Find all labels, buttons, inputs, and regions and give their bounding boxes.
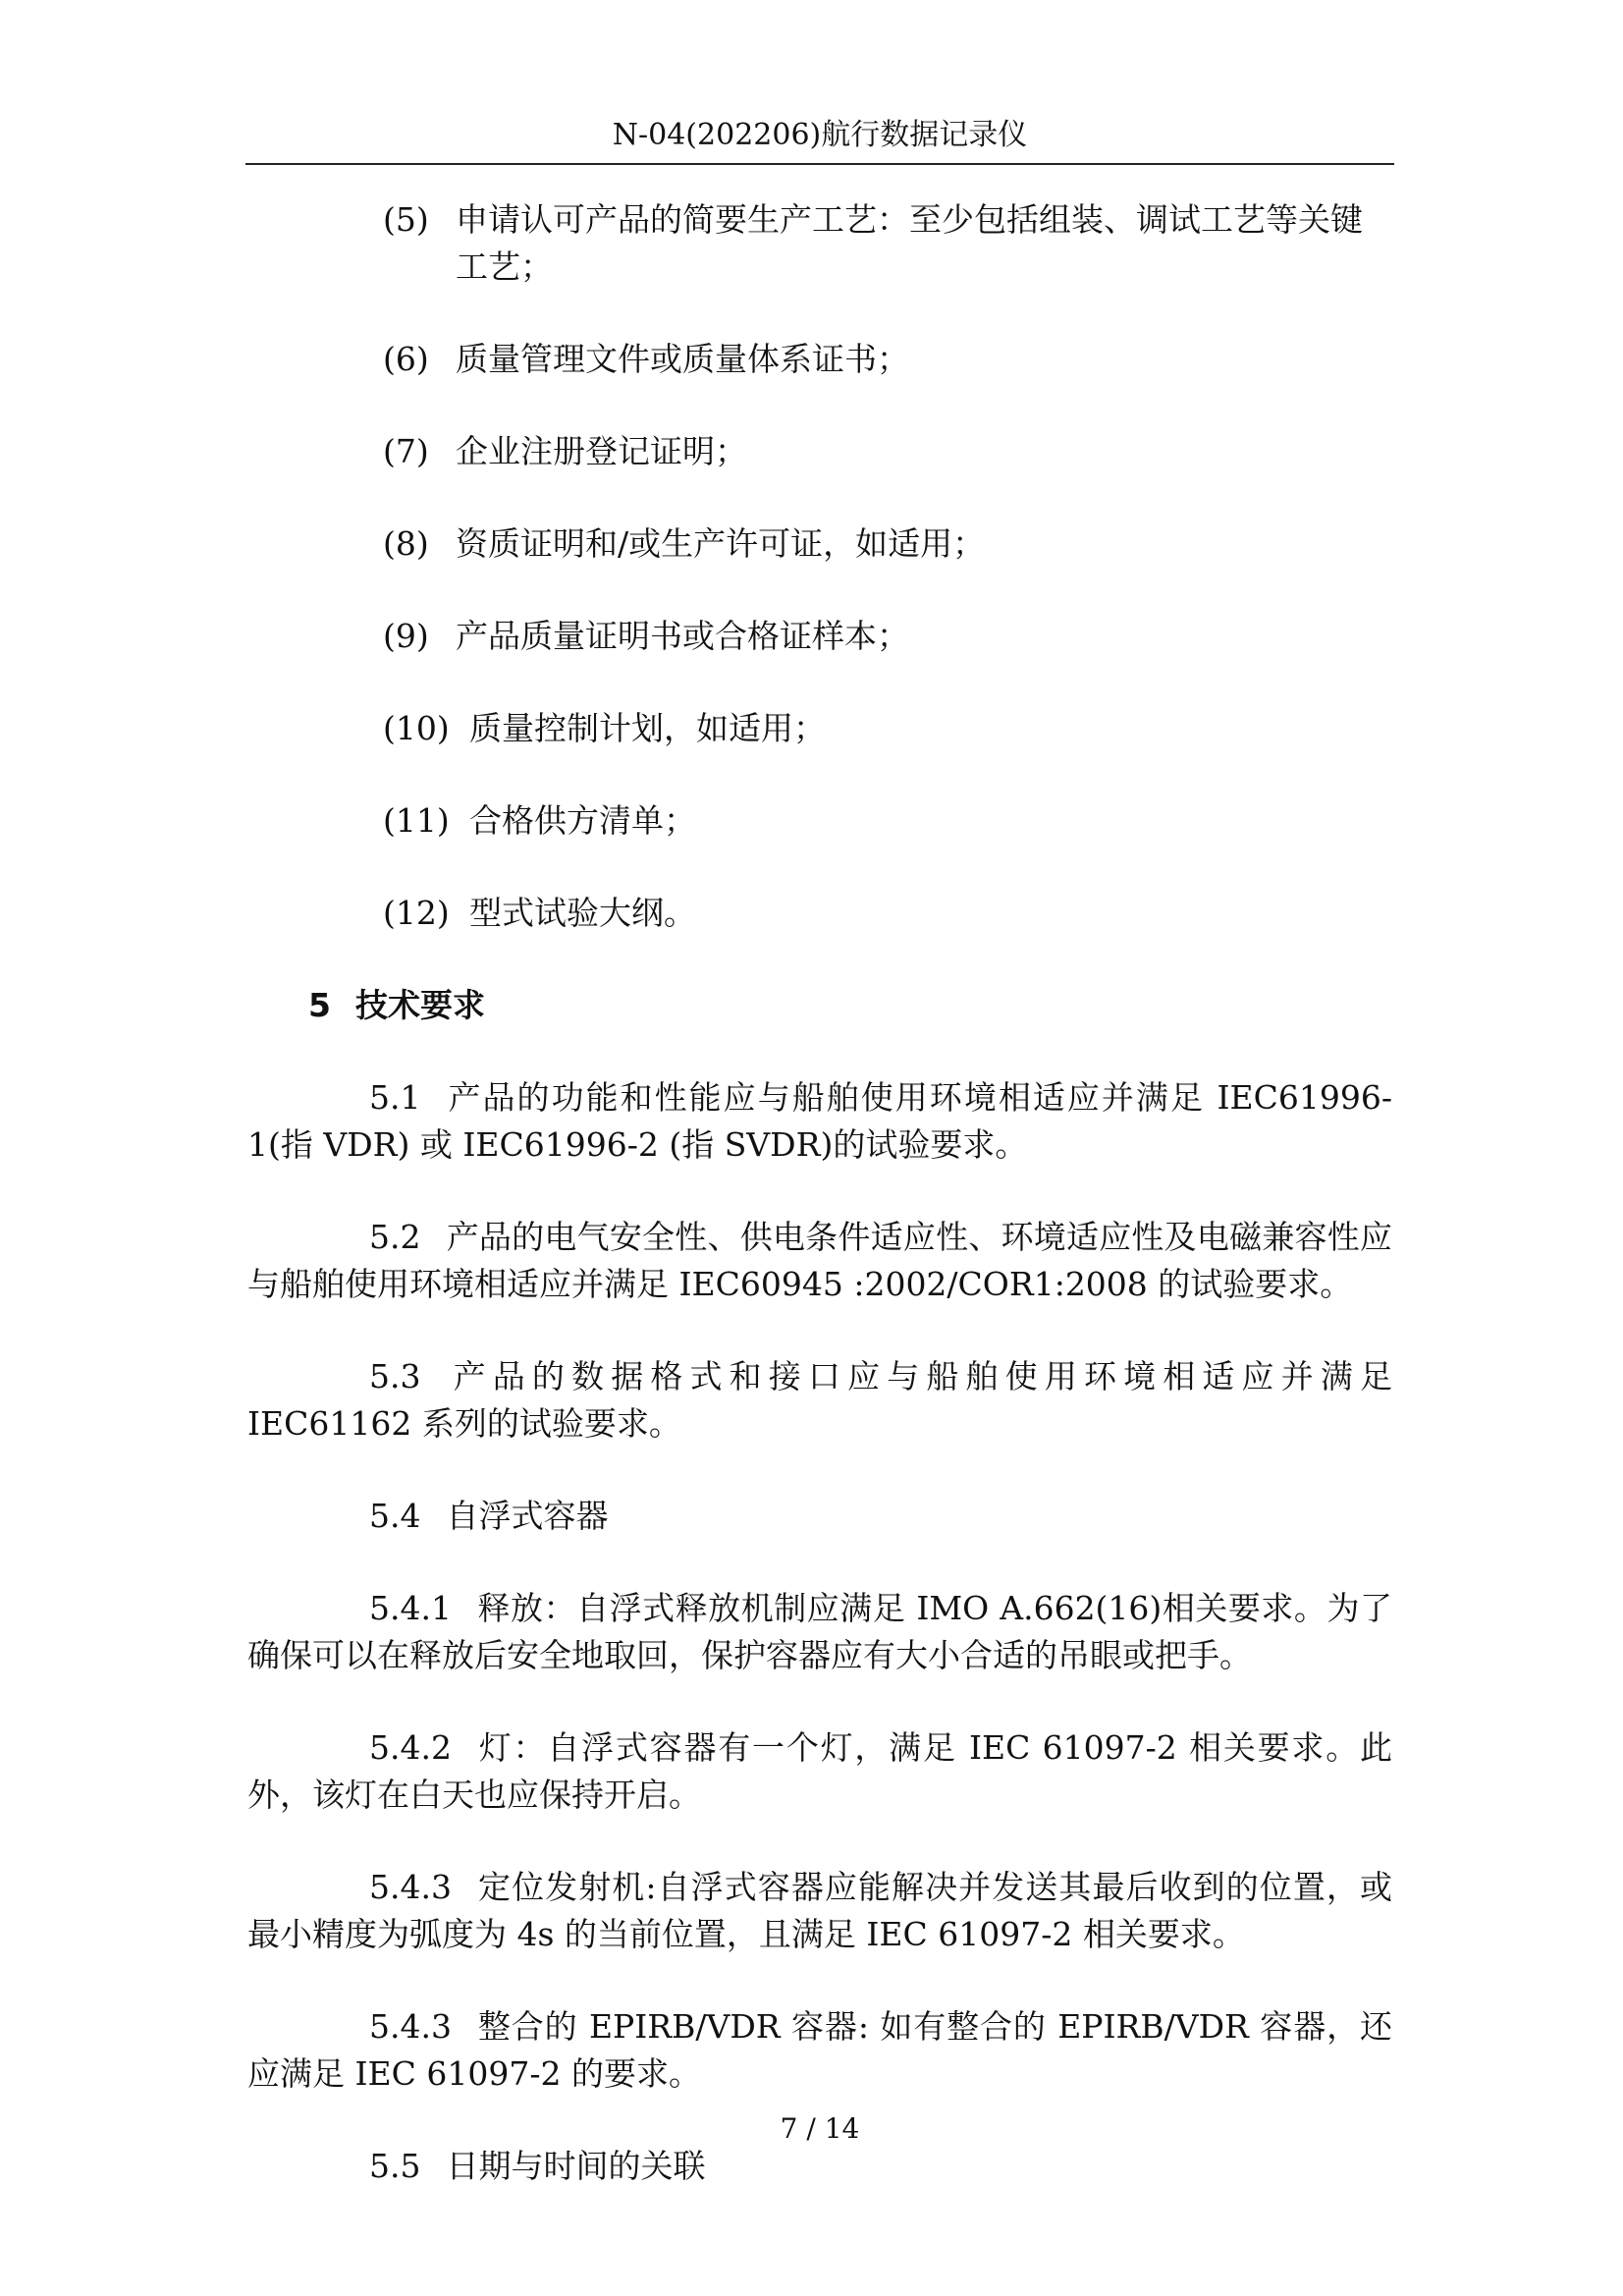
page-number: 7 / 14	[780, 2112, 860, 2145]
paragraph-number: 5.4.2	[369, 1728, 452, 1767]
list-item-number: (11)	[383, 801, 450, 840]
paragraph-number: 5.4	[369, 1497, 421, 1535]
paragraph-number: 5.2	[369, 1218, 421, 1256]
list-item	[247, 890, 1392, 937]
page-header: N-04(202206)航行数据记录仪	[612, 118, 1028, 152]
paragraph	[247, 1353, 1392, 1448]
paragraph-number: 5.3	[369, 1357, 421, 1395]
list-item	[247, 705, 1392, 752]
paragraph-text: 日期与时间的关联	[446, 2147, 706, 2185]
paragraph-text: 产品的功能和性能应与船舶使用环境相适应并满足 IEC61996-1(指 VDR) 或 IEC61996-2 (指 SVDR)的试验要求。	[247, 1078, 1392, 1164]
list-item-text: 型式试验大纲。	[469, 894, 696, 932]
paragraph-number: 5.5	[369, 2147, 421, 2185]
paragraph	[247, 1864, 1392, 1958]
list-item-number: (8)	[383, 524, 429, 563]
paragraph-text: 定位发射机:自浮式容器应能解决并发送其最后收到的位置，或最小精度为弧度为 4s 的当前位置，且满足 IEC 61097-2 相关要求。	[247, 1868, 1392, 1953]
paragraph-number: 5.4.1	[369, 1589, 452, 1627]
list-item	[247, 196, 1392, 291]
paragraph-number: 5.1	[369, 1078, 421, 1117]
paragraph-number: 5.4.3	[369, 1868, 452, 1906]
paragraph-text: 自浮式容器	[446, 1497, 609, 1535]
list-item-text: 产品质量证明书或合格证样本；	[456, 617, 909, 655]
list-item-number: (5)	[383, 200, 429, 239]
list-item	[247, 613, 1392, 660]
paragraph-text: 产品的电气安全性、供电条件适应性、环境适应性及电磁兼容性应与船舶使用环境相适应并满足 IEC60945 :2002/COR1:2008 的试验要求。	[247, 1218, 1392, 1303]
paragraph-text: 释放：自浮式释放机制应满足 IMO A.662(16)相关要求。为了确保可以在释放后安全地取回，保护容器应有大小合适的吊眼或把手。	[247, 1589, 1392, 1674]
section-heading	[247, 982, 1392, 1029]
section-title: 技术要求	[355, 986, 485, 1024]
paragraph	[247, 2143, 1392, 2190]
paragraph	[247, 1214, 1392, 1308]
paragraph	[247, 1493, 1392, 1540]
paragraph	[247, 1074, 1392, 1169]
list-item-number: (6)	[383, 340, 429, 378]
list-item-number: (12)	[383, 894, 450, 932]
paragraph	[247, 2003, 1392, 2098]
list-item	[247, 797, 1392, 845]
list-item-text: 质量管理文件或质量体系证书；	[456, 340, 909, 378]
paragraph	[247, 1585, 1392, 1679]
list-item-text: 申请认可产品的简要生产工艺：至少包括组装、调试工艺等关键工艺；	[456, 200, 1363, 286]
paragraph	[247, 1724, 1392, 1819]
list-item-number: (7)	[383, 432, 429, 470]
list-item-number: (10)	[383, 709, 450, 747]
paragraph-text: 整合的 EPIRB/VDR 容器: 如有整合的 EPIRB/VDR 容器，还应满足 IEC 61097-2 的要求。	[247, 2007, 1392, 2093]
paragraph-text: 灯：自浮式容器有一个灯，满足 IEC 61097-2 相关要求。此外，该灯在白天也应保持开启。	[247, 1728, 1392, 1814]
list-item	[247, 520, 1392, 568]
list-item-text: 资质证明和/或生产许可证，如适用；	[456, 524, 986, 563]
list-item	[247, 428, 1392, 475]
section-number: 5	[308, 986, 331, 1024]
paragraph-number: 5.4.3	[369, 2007, 452, 2046]
list-item	[247, 336, 1392, 383]
list-item-text: 企业注册登记证明；	[456, 432, 747, 470]
list-item-number: (9)	[383, 617, 429, 655]
list-item-text: 合格供方清单；	[469, 801, 696, 840]
page-content	[247, 196, 1392, 2235]
list-item-text: 质量控制计划，如适用；	[469, 709, 826, 747]
header-divider	[245, 163, 1394, 165]
paragraph-text: 产品的数据格式和接口应与船舶使用环境相适应并满足 IEC61162 系列的试验要求。	[247, 1357, 1392, 1443]
